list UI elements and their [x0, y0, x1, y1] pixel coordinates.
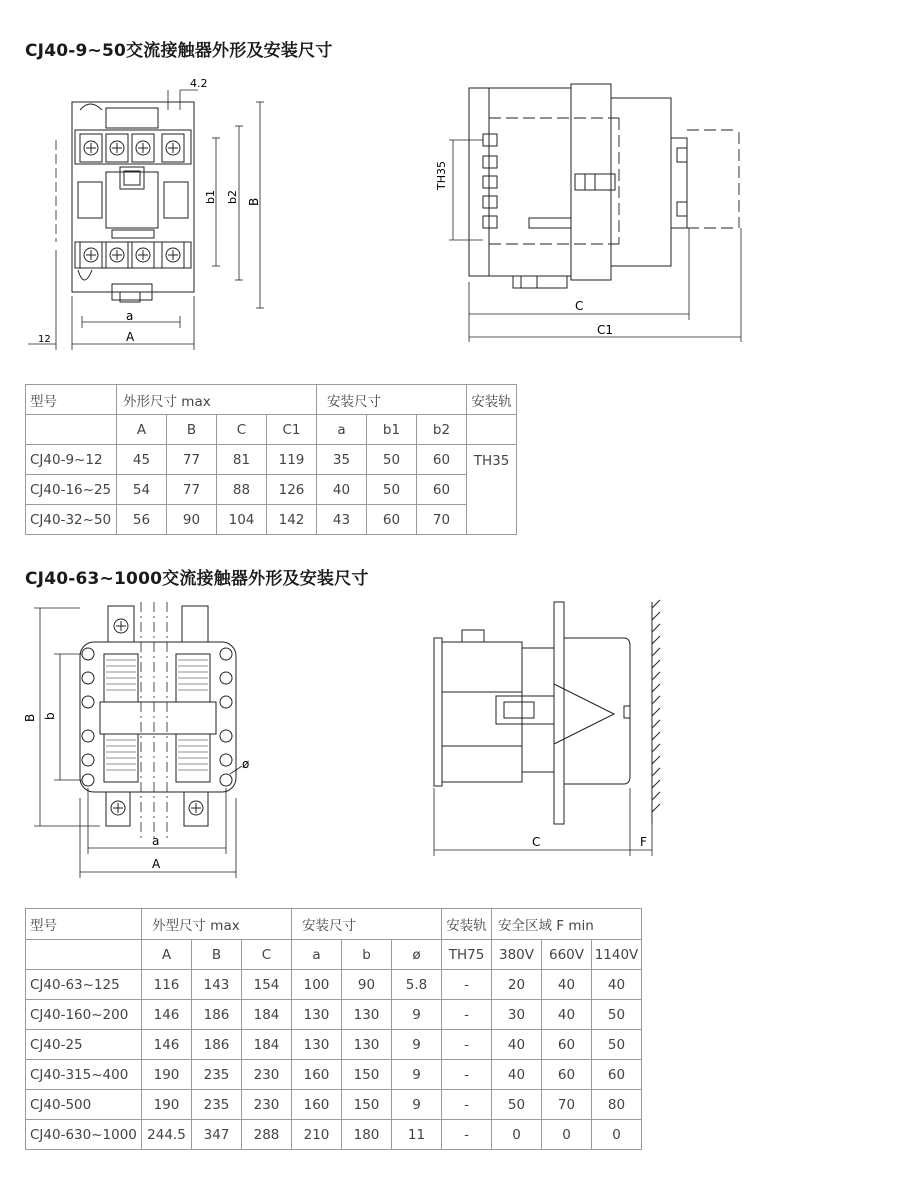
section2-title: CJ40-63~1000交流接触器外形及安装尺寸 — [25, 569, 369, 589]
dim-a-label-large: a — [152, 834, 160, 848]
side-view-diagram-large — [428, 598, 668, 860]
header-rail: 安装轨 — [442, 909, 492, 940]
front-view-diagram-large — [20, 598, 260, 880]
subheader-b: b — [342, 940, 392, 970]
subheader-A: A — [142, 940, 192, 970]
header-rail: 安装轨 — [467, 385, 517, 415]
subheader-C: C — [217, 415, 267, 445]
dim-phi-label: ø — [242, 757, 250, 771]
table-row: CJ40-630~1000 244.5 347 288 210 180 11 - 0 0 0 — [26, 1120, 642, 1150]
subheader-1140v: 1140V — [592, 940, 642, 970]
dim-B-label: B — [247, 197, 261, 206]
dim-b2-label: b2 — [226, 190, 239, 204]
table-row: CJ40-160~200 146 186 184 130 130 9 - 30 40 50 — [26, 1000, 642, 1030]
header-mount-dims: 安装尺寸 — [292, 909, 442, 940]
subheader-th75: TH75 — [442, 940, 492, 970]
spec-table-large — [25, 908, 642, 1150]
dim-TH35-label: TH35 — [435, 161, 448, 190]
table-row: CJ40-16~25 54 77 88 126 40 50 60 — [26, 475, 517, 505]
dim-b1-label: b1 — [204, 190, 217, 204]
subheader-a: a — [317, 415, 367, 445]
dim-C-label-large: C — [532, 835, 541, 849]
subheader-a: a — [292, 940, 342, 970]
spec-table-small — [25, 384, 517, 535]
subheader-B: B — [167, 415, 217, 445]
subheader-phi: ø — [392, 940, 442, 970]
subheader-660v: 660V — [542, 940, 592, 970]
table-row: CJ40-9~12 45 77 81 119 35 50 60 TH35 — [26, 445, 517, 475]
table-row: CJ40-500 190 235 230 160 150 9 - 50 70 80 — [26, 1090, 642, 1120]
side-view-diagram-small — [425, 78, 755, 348]
dim-B-label-large: B — [23, 713, 37, 722]
rail-value: TH35 — [467, 445, 517, 535]
dim-b-label-large: b — [43, 712, 57, 720]
header-model: 型号 — [26, 909, 142, 940]
subheader-b1: b1 — [367, 415, 417, 445]
header-outer-dims: 外形尺寸 max — [117, 385, 317, 415]
header-mount-dims: 安装尺寸 — [317, 385, 467, 415]
dim-4-2-label: 4.2 — [190, 77, 208, 90]
dim-A-label-large: A — [152, 857, 161, 871]
table-row: CJ40-32~50 56 90 104 142 43 60 70 — [26, 505, 517, 535]
dim-12-label: 12 — [38, 334, 51, 345]
header-safe-zone: 安全区域 F min — [492, 909, 642, 940]
subheader-C: C — [242, 940, 292, 970]
header-outer-dims: 外型尺寸 max — [142, 909, 292, 940]
subheader-C1: C1 — [267, 415, 317, 445]
subheader-380v: 380V — [492, 940, 542, 970]
subheader-B: B — [192, 940, 242, 970]
dim-A-label: A — [126, 330, 135, 344]
table-row: CJ40-25 146 186 184 130 130 9 - 40 60 50 — [26, 1030, 642, 1060]
subheader-b2: b2 — [417, 415, 467, 445]
front-view-diagram-small — [20, 70, 280, 355]
section1-title: CJ40-9~50交流接触器外形及安装尺寸 — [25, 41, 333, 61]
dim-a-label: a — [126, 309, 134, 323]
header-model: 型号 — [26, 385, 117, 415]
dim-C1-label: C1 — [597, 323, 614, 337]
subheader-A: A — [117, 415, 167, 445]
table-row: CJ40-315~400 190 235 230 160 150 9 - 40 60 60 — [26, 1060, 642, 1090]
dim-F-label: F — [640, 835, 647, 849]
table-row: CJ40-63~125 116 143 154 100 90 5.8 - 20 40 40 — [26, 970, 642, 1000]
dim-C-label: C — [575, 299, 584, 313]
